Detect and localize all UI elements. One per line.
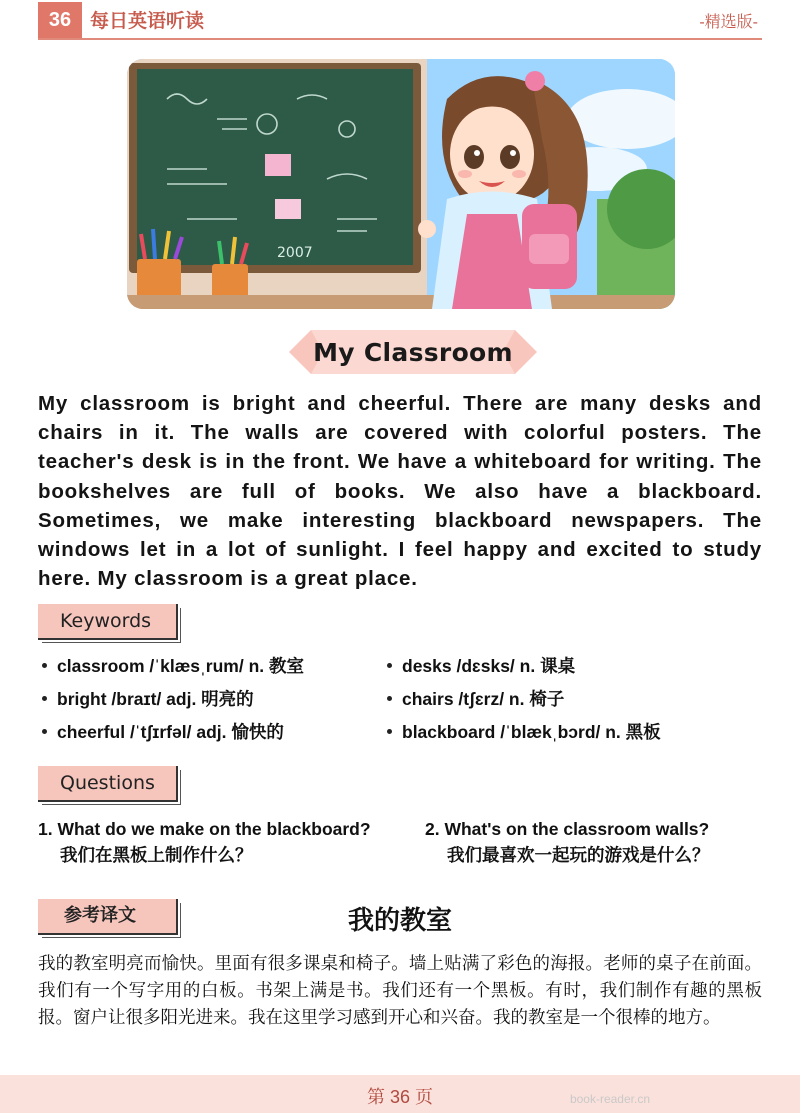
questions-label: Questions: [38, 766, 178, 802]
question-zh: 我们在黑板上制作什么？: [60, 845, 253, 865]
book-title: 每日英语听读: [90, 11, 205, 32]
edition-label: -精选版-: [699, 14, 758, 31]
bullet-icon: [387, 663, 392, 668]
keyword-item: desks /dɛsks/ n. 课桌: [387, 653, 575, 678]
story-paragraph: My classroom is bright and cheerful. There are many desks and chairs in it. The walls are covered with colorful posters. The teacher's desk is in the front. We have a whiteboard for writing. The bookshelves are full of books. We also have a blackboard. Sometimes, we make interesting blackboard newspapers. The windows let in a lot of sunlight. I feel happy and excited to study here. My classroom is a great place.: [38, 392, 762, 591]
bullet-icon: [42, 729, 47, 734]
keywords-label: Keywords: [38, 604, 178, 640]
translation-label: 参考译文: [38, 899, 178, 935]
svg-text:2007: 2007: [277, 245, 313, 261]
page-header: [38, 0, 762, 40]
translation-title: 我的教室: [347, 906, 452, 936]
keyword-item: classroom /ˈklæsˌrum/ n. 教室: [42, 653, 304, 678]
question-item: [425, 816, 710, 868]
story-title: My Classroom: [313, 338, 513, 367]
bullet-icon: [42, 696, 47, 701]
keyword-item: chairs /tʃɛrz/ n. 椅子: [387, 686, 564, 711]
keyword-item: bright /braɪt/ adj. 明亮的: [42, 686, 254, 711]
keyword-item: cheerful /ˈtʃɪrfəl/ adj. 愉快的: [42, 719, 284, 744]
page-number-badge: 36: [38, 2, 82, 38]
bullet-icon: [387, 729, 392, 734]
question-item: [38, 816, 371, 868]
bullet-icon: [387, 696, 392, 701]
bullet-icon: [42, 663, 47, 668]
page-footer: [0, 1075, 800, 1113]
footer-page-number: 第 36 页: [366, 1087, 434, 1107]
question-en: 1. What do we make on the blackboard?: [38, 819, 371, 839]
question-en: 2. What's on the classroom walls?: [425, 819, 710, 839]
story-title-banner: [289, 330, 537, 374]
question-zh: 我们最喜欢一起玩的游戏是什么？: [447, 845, 710, 865]
watermark: book-reader.cn: [569, 1092, 650, 1106]
girl-in-classroom-illustration: [127, 59, 675, 309]
keyword-item: blackboard /ˈblækˌbɔrd/ n. 黑板: [387, 719, 661, 744]
translation-paragraph: 我的教室明亮而愉快。里面有很多课桌和椅子。墙上贴满了彩色的海报。老师的桌子在前面。我们有一个写字用的白板。书架上满是书。我们还有一个黑板。有时，我们制作有趣的黑板报。窗户让很多阳光进来。我在这里学习感到开心和兴奋。我的教室是一个很棒的地方。: [38, 953, 762, 1027]
